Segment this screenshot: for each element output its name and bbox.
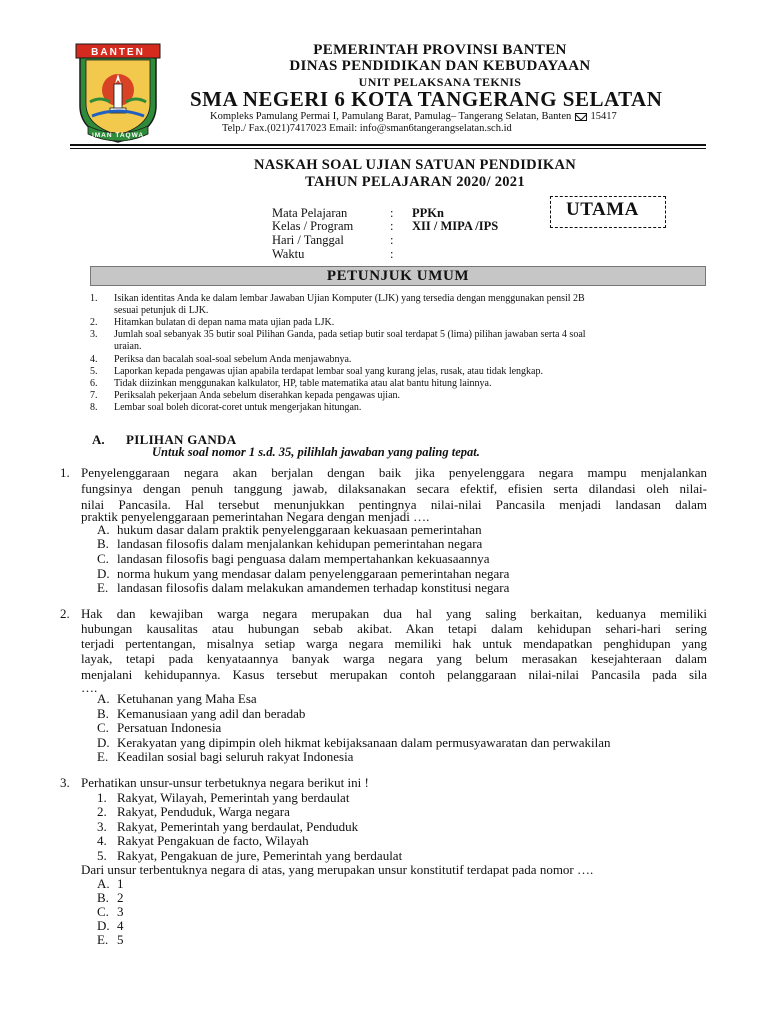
option-letter: B. <box>97 536 109 551</box>
option-letter: D. <box>97 566 110 581</box>
option-letter: C. <box>97 551 109 566</box>
postal-code: 15417 <box>590 111 617 122</box>
header-unit: UNIT PELAKSANA TEKNIS <box>358 75 522 89</box>
section-instruction: Untuk soal nomor 1 s.d. 35, pilihlah jawaban yang paling tepat. <box>152 445 480 459</box>
instruction-number: 7. <box>90 390 98 401</box>
exam-year: TAHUN PELAJARAN 2020/ 2021 <box>305 174 525 190</box>
option-text: landasan filosofis dalam melakukan amandemen terhadap konstitusi negara <box>117 580 510 595</box>
meta-value-subject: PPKn <box>412 206 444 220</box>
option-letter: C. <box>97 904 109 919</box>
option-letter: B. <box>97 890 109 905</box>
meta-label: Waktu <box>272 247 305 261</box>
meta-colon: : <box>390 247 394 261</box>
meta-value-class: XII / MIPA /IPS <box>412 219 499 233</box>
option-letter: A. <box>97 691 110 706</box>
sublist-text: Rakyat, Pengakuan de jure, Pemerintah yang berdaulat <box>117 848 403 863</box>
option-text: 5 <box>117 932 124 947</box>
general-instructions-bar <box>90 266 706 286</box>
sublist-number: 3. <box>97 819 107 834</box>
option-text: Keadilan sosial bagi seluruh rakyat Indonesia <box>117 749 354 764</box>
header-government: PEMERINTAH PROVINSI BANTEN <box>313 42 567 58</box>
instruction-text: Hitamkan bulatan di depan nama mata ujian pada LJK. <box>114 317 335 328</box>
sublist-number: 1. <box>97 790 107 805</box>
instruction-text: Lembar soal boleh dicorat-coret untuk mengerjakan hitungan. <box>114 402 362 413</box>
instruction-text: uraian. <box>114 341 142 352</box>
option-text: 4 <box>117 918 124 933</box>
instruction-number: 8. <box>90 402 98 413</box>
instruction-number: 2. <box>90 317 98 328</box>
instruction-number: 6. <box>90 378 98 389</box>
sublist-number: 4. <box>97 833 107 848</box>
instruction-number: 4. <box>90 354 98 365</box>
logo-banner-text: BANTEN <box>91 47 145 58</box>
option-text: landasan filosofis bagi penguasa dalam mempertahankan kekuasaannya <box>117 551 490 566</box>
instruction-text: sesuai petunjuk di LJK. <box>114 305 209 316</box>
sublist-number: 2. <box>97 804 107 819</box>
section-number: A. <box>92 432 105 447</box>
meta-label: Mata Pelajaran <box>272 206 348 220</box>
question-prompt: Dari unsur terbentuknya negara di atas, yang merupakan unsur konstitutif terdapat pada nomor …. <box>81 862 594 877</box>
option-text: landasan filosofis dalam menjalankan kehidupan pemerintahan negara <box>117 536 483 551</box>
sublist-text: Rakyat, Wilayah, Pemerintah yang berdaulat <box>117 790 350 805</box>
school-contact: Telp./ Fax.(021)7417023 Email: info@sman6tangerangselatan.sch.id <box>222 123 512 134</box>
instruction-text: Isikan identitas Anda ke dalam lembar Jawaban Ujian Komputer (LJK) yang tersedia dengan menggunakan pensil 2B <box>114 293 585 304</box>
instruction-text: Laporkan kepada pengawas ujian apabila terdapat lembar soal yang kurang jelas, rusak, atau tidak lengkap. <box>114 366 543 377</box>
question-number: 1. <box>60 465 70 480</box>
meta-colon: : <box>390 206 394 220</box>
option-letter: D. <box>97 918 110 933</box>
sublist-number: 5. <box>97 848 107 863</box>
option-letter: B. <box>97 706 109 721</box>
question-text: terjadi pertentangan, misalnya setiap warga negara memiliki hak untuk mendapatkan penghidupan yang <box>81 636 707 651</box>
option-letter: E. <box>97 749 109 764</box>
header-department: DINAS PENDIDIKAN DAN KEBUDAYAAN <box>289 58 591 74</box>
school-address-line <box>210 111 617 122</box>
option-letter: A. <box>97 876 110 891</box>
question-text: menjalani kehidupannya. Kasus tersebut merupakan contoh pelanggaraan nilai-nilai Pancasila pada sila <box>81 667 707 682</box>
header-divider-thin <box>70 148 706 149</box>
option-text: 3 <box>117 904 124 919</box>
option-text: Persatuan Indonesia <box>117 720 222 735</box>
instruction-text: Jumlah soal sebanyak 35 butir soal Pilihan Ganda, pada setiap butir soal terdapat 5 (lima) pilihan jawaban serta 4 soal <box>114 329 586 340</box>
instruction-text: Tidak diizinkan menggunakan kalkulator, HP, table matematika atau alat bantu hitung lainnya. <box>114 378 492 389</box>
instruction-text: Periksalah pekerjaan Anda sebelum diserahkan kepada pengawas ujian. <box>114 390 401 401</box>
question-text: nilai Pancasila. Hal tersebut menunjukkan pentingnya nilai-nilai Pancasila menjadi landasan dalam <box>81 497 707 512</box>
option-letter: E. <box>97 932 109 947</box>
instruction-number: 1. <box>90 293 98 304</box>
school-address: Kompleks Pamulang Permai I, Pamulang Barat, Pamulag– Tangerang Selatan, Banten <box>210 111 572 122</box>
question-text: Hak dan kewajiban warga negara merupakan dua hal yang saling berkaitan, keduanya memiliki <box>81 606 707 621</box>
question-intro: Perhatikan unsur-unsur terbetuknya negara berikut ini ! <box>81 775 369 790</box>
school-name: SMA NEGERI 6 KOTA TANGERANG SELATAN <box>190 87 663 111</box>
option-text: hukum dasar dalam praktik penyelenggaraan kekuasaan pemerintahan <box>117 522 482 537</box>
question-number: 3. <box>60 775 70 790</box>
logo-motto-text: IMAN TAQWA <box>91 132 145 139</box>
mailbox-icon <box>575 113 587 121</box>
header-divider-thick <box>70 144 706 146</box>
instruction-number: 3. <box>90 329 98 340</box>
meta-label: Hari / Tanggal <box>272 233 344 247</box>
question-number: 2. <box>60 606 70 621</box>
sublist-text: Rakyat, Penduduk, Warga negara <box>117 804 290 819</box>
instruction-number: 5. <box>90 366 98 377</box>
option-text: norma hukum yang mendasar dalam penyelenggaraan pemerintahan negara <box>117 566 510 581</box>
instruction-text: Periksa dan bacalah soal-soal sebelum Anda menjawabnya. <box>114 354 352 365</box>
section-title: PILIHAN GANDA <box>126 432 237 447</box>
exam-title: NASKAH SOAL UJIAN SATUAN PENDIDIKAN <box>253 157 577 173</box>
question-text: layak, tetapi pada kenyataannya banyak warga negara yang belum merasakan kesejahteraan dalam <box>81 651 707 666</box>
question-text: praktik penyelenggaraan pemerintahan Negara dengan menjadi …. <box>81 509 430 524</box>
option-text: Kerakyatan yang dipimpin oleh hikmat kebijaksanaan dalam permusyawaratan dan perwakilan <box>117 735 611 750</box>
option-text: 2 <box>117 890 124 905</box>
question-text: …. <box>81 680 98 695</box>
option-letter: A. <box>97 522 110 537</box>
option-text: Kemanusiaan yang adil dan beradab <box>117 706 306 721</box>
option-text: 1 <box>117 876 124 891</box>
meta-colon: : <box>390 233 394 247</box>
option-text: Ketuhanan yang Maha Esa <box>117 691 257 706</box>
general-instructions-title: PETUNJUK UMUM <box>326 268 470 284</box>
option-letter: C. <box>97 720 109 735</box>
utama-badge: UTAMA <box>566 199 639 220</box>
meta-label: Kelas / Program <box>272 219 354 233</box>
question-text: hubungan kausalitas atau hubungan sebab akibat. Akan tetapi dalam kehidupan sehari-hari sering <box>81 621 707 636</box>
sublist-text: Rakyat Pengakuan de facto, Wilayah <box>117 833 309 848</box>
sublist-text: Rakyat, Pemerintah yang berdaulat, Penduduk <box>117 819 359 834</box>
question-text: fungsinya dengan penuh tanggung jawab, dilaksanakan secara efektif, efisien serta dilandasi oleh nilai- <box>81 481 707 496</box>
option-letter: D. <box>97 735 110 750</box>
option-letter: E. <box>97 580 109 595</box>
question-text: Penyelenggaraan negara akan berjalan dengan baik jika penyelenggara negara mampu menjalankan <box>81 465 707 480</box>
meta-colon: : <box>390 219 394 233</box>
